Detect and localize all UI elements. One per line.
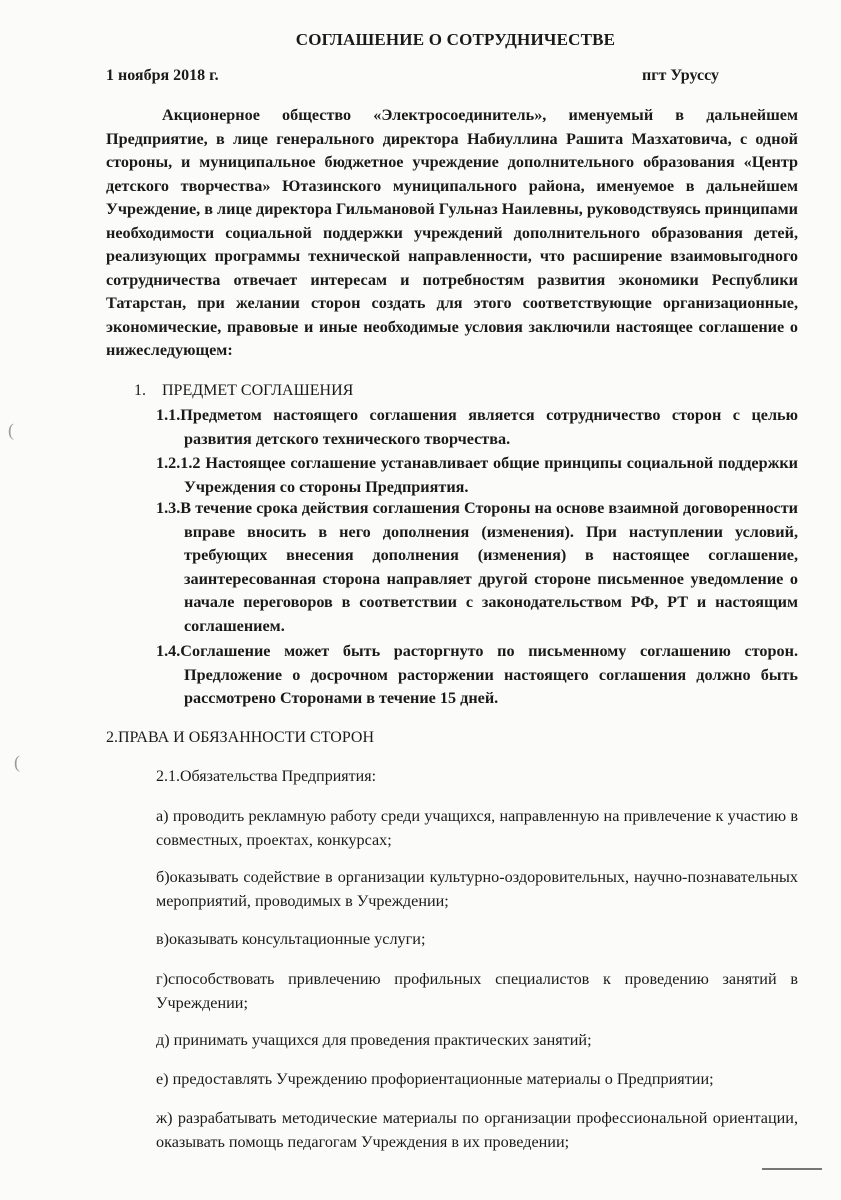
- scan-artifact: [762, 1168, 822, 1170]
- clause-number: 1.2.1.2: [156, 454, 201, 472]
- clause-1-1: [156, 404, 798, 451]
- punch-hole-mark: (: [8, 420, 14, 440]
- obligation-zh: ж) разрабатывать методические материалы по организации профессиональной ориентации, оказывать помощь педагогам Учреждения в их проведении;: [156, 1109, 798, 1151]
- document-place: пгт Уруссу: [642, 67, 719, 84]
- obligation-v: в)оказывать консультационные услуги;: [156, 930, 426, 948]
- document-date: 1 ноября 2018 г.: [106, 67, 219, 84]
- obligation-b: б)оказывать содействие в организации культурно-оздоровительных, научно-познавательных мероприятий, проводимых в Учреждении;: [156, 868, 798, 910]
- section2-heading: 2.ПРАВА И ОБЯЗАННОСТИ СТОРОН: [106, 729, 375, 746]
- section2-subheading: 2.1.Обязательства Предприятия:: [156, 768, 377, 785]
- obligation-d: д) принимать учащихся для проведения практических занятий;: [156, 1031, 592, 1049]
- clause-text: В течение срока действия соглашения Стороны на основе взаимной договоренности вправе вносить в него дополнения (изменения). При наступлении условий, требующих внесения дополнения (изменения) в настоящее соглашение, заинтересованная сторона направляет другой стороне письменное уведомление о начале переговоров в соответствии с законодательством РФ, РТ и настоящим соглашением.: [180, 499, 798, 635]
- clause-number: 1.1.: [156, 406, 181, 424]
- document-title: СОГЛАШЕНИЕ О СОТРУДНИЧЕСТВЕ: [295, 30, 616, 49]
- section1-title: ПРЕДМЕТ СОГЛАШЕНИЯ: [162, 382, 354, 399]
- clause-number: 1.3.: [156, 499, 181, 517]
- punch-hole-mark: (: [14, 752, 20, 772]
- section1-heading: [134, 380, 353, 402]
- clause-text: Настоящее соглашение устанавливает общие принципы социальной поддержки Учреждения со стороны Предприятия.: [184, 454, 798, 496]
- clause-1-4: [156, 640, 798, 711]
- clause-text: Соглашение может быть расторгнуто по письменному соглашению сторон. Предложение о досрочном расторжении настоящего соглашения должно быть рассмотрено Сторонами в течение 15 дней.: [180, 642, 798, 707]
- obligation-g: г)способствовать привлечению профильных специалистов к проведению занятий в Учреждении;: [156, 970, 798, 1012]
- clause-1-3: [156, 497, 798, 638]
- section1-number: 1.: [134, 382, 146, 399]
- clause-1-2: [156, 452, 798, 499]
- obligation-e: е) предоставлять Учреждению профориентационные материалы о Предприятии;: [156, 1070, 714, 1088]
- clause-text: Предметом настоящего соглашения является сотрудничество сторон с целью развития детского технического творчества.: [180, 406, 798, 448]
- obligation-a: а) проводить рекламную работу среди учащихся, направленную на привлечение к участию в совместных, проектах, конкурсах;: [156, 807, 798, 849]
- intro-paragraph: Акционерное общество «Электросоединитель», именуемый в дальнейшем Предприятие, в лице генерального директора Набиуллина Рашита Мазхатовича, с одной стороны, и муниципальное бюджетное учреждение дополнительного образования «Центр детского творчества» Ютазинского муниципального района, именуемое в дальнейшем Учреждение, в лице директора Гильмановой Гульназ Наилевны, руководствуясь принципами необходимости социальной поддержки учреждений дополнительного образования детей, реализующих программы технической направленности, что расширение взаимовыгодного сотрудничества отвечает интересам и потребностям развития экономики Республики Татарстан, при желании сторон создать для этого соответствующие организационные, экономические, правовые и иные необходимые условия заключили настоящее соглашение о нижеследующем:: [106, 106, 798, 359]
- clause-number: 1.4.: [156, 642, 181, 660]
